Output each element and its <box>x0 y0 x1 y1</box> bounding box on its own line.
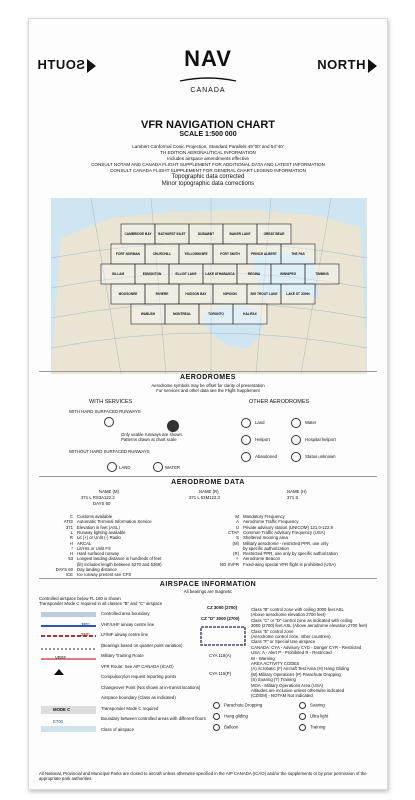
bearing-250: 250° <box>81 632 90 637</box>
legend-text: Private advisory station (UNICOM) 121.0-122.9 <box>243 524 334 530</box>
legend-text: (lit) includes length between 5270 and 5369) <box>77 561 162 567</box>
legend-entry <box>215 535 288 540</box>
map-sheet-label: GREAT BEAR <box>263 232 285 236</box>
activity-label: Hang gliding <box>224 713 248 719</box>
legend-text: Restricted PPR, use only by specific authorization <box>243 551 338 557</box>
o-hosp: Hospital heliport <box>305 437 336 442</box>
legend-key: H <box>69 551 73 557</box>
map-sheet-label: BATHURST INLET <box>158 232 186 236</box>
notam-text: CONSULT NOTAM AND CANADA FLIGHT SUPPLEMENT FOR ADDITIONAL DATA AND LATEST INFORMATION <box>91 162 325 167</box>
map-sheet-label: BIG TROUT LAKE <box>250 292 278 296</box>
legend-text: Runway lighting available <box>77 529 126 535</box>
service-aerodrome-icon <box>167 420 179 432</box>
amend-text: Includes airspace amendments effective <box>167 156 249 161</box>
south-label <box>37 57 96 73</box>
map-sheet-label: THE PAS <box>291 252 305 256</box>
legend-entry: Military Training Route <box>101 653 144 658</box>
legend-entry <box>45 567 117 572</box>
activity-label: Balloon <box>224 724 239 730</box>
example-data-1: 371 L RS3A122.2 <box>81 495 115 500</box>
water-label: WATER <box>165 465 181 470</box>
legend-entry: (S) Soaring (T) Training <box>251 677 296 683</box>
e700-label: E700 <box>53 719 64 724</box>
aerodromes-heading: AERODROMES <box>180 374 236 381</box>
legend-key: 371 <box>65 524 73 530</box>
map-sheet-label: YELLOWKNIFE <box>184 252 208 256</box>
airspace-sub: All bearings are magnetic <box>183 589 233 594</box>
map-sheet-label: DUBAWNT <box>197 232 215 236</box>
header <box>29 46 387 94</box>
map-sheet-label: FORT SMITH <box>220 252 240 256</box>
legend-key: CTAF <box>228 529 239 535</box>
activity-icon <box>299 724 306 731</box>
topo-text: Topographic data corrected <box>171 174 245 180</box>
legend-text: Automatic Terminal Information Service <box>77 519 152 525</box>
legend-key: H <box>69 540 73 546</box>
activity-item <box>299 702 325 709</box>
legend-entry: Boundary between controlled areas with different floors <box>101 716 206 721</box>
activity-label: Ultra light <box>310 713 329 719</box>
legend-entry <box>215 519 299 524</box>
activity-icon <box>299 702 306 709</box>
example-data-2: 371 L 53M122.3 <box>189 495 220 500</box>
map-sheet-label: HALIFAX <box>243 312 257 316</box>
map-sheet-label: MONTREAL <box>172 312 192 316</box>
legend-key: ATIS <box>63 519 73 525</box>
legend-entry: CANADA: CYA - Advisory CYD - Danger CYR - Restricted <box>251 644 362 650</box>
legend-text: Ice runway present see CFS <box>77 572 132 578</box>
legend-text: ARCAL <box>77 540 92 546</box>
map-sheet-label: FORT NORMAN <box>116 252 140 256</box>
legend-key: L <box>70 529 73 535</box>
o-land: Land <box>255 420 265 425</box>
legend-text: Sheltered mooring area <box>243 535 288 541</box>
activity-item <box>213 702 262 709</box>
legend-entry <box>45 535 121 540</box>
legend-entry: (CZ/EM) - NOTAM Not Indicated <box>251 693 313 699</box>
activity-label: Soaring <box>310 702 325 708</box>
legend-entry <box>45 541 91 546</box>
legend-entry: Transponder Mode C required <box>101 705 159 711</box>
legend-entry: (Above aerodrome elevation 2700 feet) <box>251 612 326 618</box>
legend-key: ICE <box>65 572 73 578</box>
logo-sub: CANADA <box>190 87 226 94</box>
legend-entry: VHF/UHF airway centre line <box>101 621 155 627</box>
legend-entry: USA: A - Alert P - Prohibited R - Restricted <box>251 650 332 656</box>
activity-icon <box>299 713 306 720</box>
aero-note1: Aerodrome symbols may be offset for clarity of presentation <box>151 383 265 388</box>
logo-swoosh-icon <box>178 76 238 82</box>
class-box <box>41 726 96 732</box>
map-sheet-label: REGINA <box>247 272 261 276</box>
activity-label: Parachute Dropping <box>224 702 263 708</box>
legend-entry <box>45 525 120 530</box>
activity-item <box>299 724 325 731</box>
legend-text: Mandatory Frequency <box>243 514 285 519</box>
o-aband: Abandoned <box>255 454 277 459</box>
land-icon <box>107 462 117 472</box>
legend-key: C <box>69 514 73 519</box>
heliport-icon <box>241 435 251 445</box>
legend-entry: W - Warning <box>251 655 275 661</box>
map-sheet-label: TORONTO <box>208 312 224 316</box>
legend-entry <box>215 541 329 546</box>
legend-entry: Changeover Point (Not shown at in-transit locations) <box>101 684 201 690</box>
logo-main: NAV <box>184 46 232 71</box>
legend-key: A <box>236 519 239 525</box>
legend-entry <box>215 562 336 567</box>
legend-text: by specific authorization <box>243 545 289 551</box>
o-status: Status unknown <box>305 454 336 459</box>
other-aerodromes-heading: OTHER AERODROMES <box>249 399 310 405</box>
legend-entry <box>215 546 289 551</box>
example-data-3: 371 S <box>287 495 299 500</box>
legend-key: (M) <box>232 540 239 546</box>
legend-entry <box>215 530 325 535</box>
legend-text: Common Traffic Advisory Frequency (USA) <box>243 529 326 535</box>
legend-text: Day landing distance <box>77 567 117 572</box>
activity-icon <box>213 724 220 731</box>
legend-key: DAYS 60 <box>55 567 73 572</box>
cya1-label: CYA 118(A) <box>209 653 232 658</box>
activity-label: Training <box>310 724 326 730</box>
hospital-heliport-icon <box>291 435 301 445</box>
legend-text: Longest landing distance in hundreds of feet <box>77 556 162 562</box>
map-sheet-label: PRINCE ALBERT <box>251 252 277 256</box>
map-sheet-label: CHURCHILL <box>152 252 172 256</box>
hard-runways-label: WITH HARD SURFACED RUNWAYS <box>69 409 141 414</box>
chart-scale: SCALE 1:500 000 <box>179 131 237 138</box>
reporting-point-symbol <box>54 669 64 675</box>
activity-icon <box>213 713 220 720</box>
arrow-icon <box>368 59 377 73</box>
legend-entry <box>215 525 333 530</box>
legend-key: R <box>69 535 73 541</box>
bearing-181: 181° <box>81 622 90 627</box>
legend-text: Elevation in feet (ASL) <box>77 524 120 530</box>
legend-key: ✧ <box>235 556 239 562</box>
legend-entry <box>45 556 161 561</box>
chart-title: VFR NAVIGATION CHART <box>140 119 276 131</box>
map-sheet-label: BAKER LAKE <box>229 232 251 236</box>
map-sheet-label: HUDSON BAY <box>185 292 207 296</box>
index-map <box>51 191 367 381</box>
activity-icon <box>213 702 220 709</box>
legend-text: Aerodrome Beacon <box>243 556 281 562</box>
edition-text: TH EDITION AERONAUTICAL INFORMATION <box>160 150 256 155</box>
legend-entry: Airspace boundary (Class as indicated) <box>101 695 176 700</box>
legend-entry: Altitudes are inclusive unless otherwise indicated <box>251 688 345 693</box>
o-heli: Heliport <box>255 437 270 442</box>
map-sheet-label: LAKE ATHABASCA <box>205 272 235 276</box>
map-sheet-label: ELLIOT LAKE <box>175 272 197 276</box>
without-hard-label: WITHOUT HARD SURFACED RUNWAYS <box>69 449 150 454</box>
minor-text: Minor topographic data corrections <box>161 181 255 187</box>
nav-canada-logo <box>178 46 238 94</box>
aero-note2: For services and other data see the Flight Supplement <box>156 388 260 393</box>
north-text: NORTH <box>317 57 366 72</box>
projection-text: Lambert Conformal Conic Projection, Standard Parallels 49°00' and 54°40' <box>132 144 284 149</box>
ctrl-note-2: Transponder Mode C required in all classes "B" and "C" airspace <box>39 601 163 606</box>
map-sheet-label: LAKE ST JOHN <box>286 292 310 296</box>
legend-key: (R) <box>233 551 239 557</box>
divider <box>39 371 377 372</box>
status-unknown-icon <box>291 452 301 462</box>
activity-item <box>213 713 248 720</box>
class-e-symbol <box>199 625 249 665</box>
legend-entry <box>215 551 338 556</box>
example-name-3: NAME (H) <box>287 489 307 494</box>
legend-text: Fixed-wing special VFR flight is prohibited (USA) <box>243 561 336 567</box>
map-sheet-label: GILLAM <box>111 272 125 276</box>
legend-entry <box>45 519 152 524</box>
cfs-text: CONSULT CANADA FLIGHT SUPPLEMENT FOR GENERAL CHART LEGEND INFORMATION <box>110 168 306 173</box>
map-sheet-label: MOOSONEE <box>118 292 138 296</box>
legend-entry: VFR Route: See AIP CANADA (ICAO) <box>101 663 174 669</box>
legend-entry: Class "B" control zone with ceiling 3000 feet ASL <box>251 607 344 612</box>
legend-entry <box>45 530 126 535</box>
legend-entry: (Bearings based on quarter point variation) <box>101 642 183 648</box>
legend-text: Lit (+) or Unlit (-) Radio <box>77 535 121 541</box>
map-sheet-label: WABUSH <box>140 312 156 316</box>
ctrl-note-1: Controlled airspace below FL 180 is shown <box>39 596 121 601</box>
example-name-1: NAME (M) <box>99 489 120 494</box>
only-usable-note: Only usable runways are shown. Patterns drawn at chart scale <box>121 432 184 443</box>
legend-entry: Class "C" or "D" control zone as indicated with ceiling <box>251 617 353 623</box>
runway-pattern-icon <box>104 417 114 427</box>
legend-text: Aerodrome Traffic Frequency <box>243 519 299 525</box>
footer-note: All National, Provincial and Municipal Parks are closed to aircraft unless otherwise specified in the AIP CANADA (ICAO) and/or the supplements or by prior permission of the appropriate park authorities. <box>39 771 367 782</box>
legend-key: 53 <box>68 556 73 562</box>
map-sheet-label: EDMONTON <box>142 272 162 276</box>
legend-text: Customs available <box>77 514 113 519</box>
legend-text: Lit/Hrs or Unlit FS <box>77 545 111 551</box>
legend-text: Military aerodrome - restricted PPR, use only <box>243 540 329 546</box>
activity-item <box>213 724 238 731</box>
map-sheet-label: TIMMINS <box>315 272 329 276</box>
cya2-label: CYA 115(P) <box>209 671 232 676</box>
legend-entry: (A) Acrobatic (F) Aircraft Test Area (H) Hang Gliding <box>251 666 350 672</box>
vr-label: VR## <box>55 655 66 660</box>
divider <box>39 476 377 477</box>
water-icon <box>153 462 163 472</box>
abandoned-icon <box>241 452 251 462</box>
o-water: Water <box>305 420 317 425</box>
mode-c-label: MODE C <box>53 707 71 712</box>
arrow-icon <box>87 59 96 73</box>
map-sheet-label: RIVIERE <box>155 292 169 296</box>
controlled-area-symbol <box>41 612 96 617</box>
legend-key: NO SVFR <box>219 561 239 567</box>
legend-entry: Controlled area boundary <box>101 611 150 616</box>
divider <box>39 578 377 579</box>
legend-key: U <box>235 524 239 530</box>
legend-entry <box>45 562 162 567</box>
legend-entry: Compulsory/on request reporting points <box>101 674 177 679</box>
cz1-label: CZ 3000 (2700) <box>207 605 238 610</box>
legend-entry: LF/MF airway centre line <box>101 632 149 637</box>
airspace-heading: AIRSPACE INFORMATION <box>159 581 257 588</box>
cz2-label: CZ "D" 3000 (2700) <box>201 616 240 621</box>
airspace-symbols <box>39 609 99 759</box>
with-services-heading: WITH SERVICES <box>89 399 133 405</box>
legend-entry: AREA ACTIVITY CODES <box>251 661 300 666</box>
north-label <box>317 57 377 73</box>
legend-key: * <box>71 545 73 551</box>
activity-item <box>299 713 328 720</box>
anchor-icon <box>291 418 301 428</box>
other-land-icon <box>241 418 251 428</box>
legend-key: M <box>235 514 239 519</box>
aerodrome-data-heading: AERODROME DATA <box>171 479 245 486</box>
legend-entry <box>45 514 112 519</box>
legend-entry: (M) Military Operations (P) Parachute Dropping <box>251 671 341 677</box>
legend-entry <box>45 546 111 551</box>
legend-entry: Class of airspace <box>101 726 134 732</box>
legend-entry <box>215 514 285 519</box>
legend-entry: 3000 (2700) feet ASL (Above aerodrome elevation 2700 feet) <box>251 623 368 629</box>
legend-entry: Class "F" or Special Use airspace <box>251 639 316 645</box>
map-sheet-label: NIPIGON <box>223 292 237 296</box>
legend-entry <box>45 572 131 577</box>
chart-cover <box>28 18 388 790</box>
map-sheet-label: WINNIPEG <box>279 272 297 276</box>
legend-key: S <box>236 535 239 541</box>
legend-entry <box>45 551 119 556</box>
map-sheet-label: CAMBRIDGE BAY <box>124 232 152 236</box>
example-days: DAYS 60 <box>93 501 111 506</box>
legend-entry: MOA - Military Operations Area (USA) <box>251 682 324 688</box>
legend-entry: (Aerodrome control zone, other countries) <box>251 634 331 639</box>
legend-entry: Class "E" control zone <box>251 628 294 634</box>
example-name-2: NAME (R) <box>199 489 219 494</box>
legend-text: Hard surfaced runway <box>77 551 120 557</box>
land-label: LAND <box>119 465 131 470</box>
south-text: SOUTH <box>37 57 85 72</box>
